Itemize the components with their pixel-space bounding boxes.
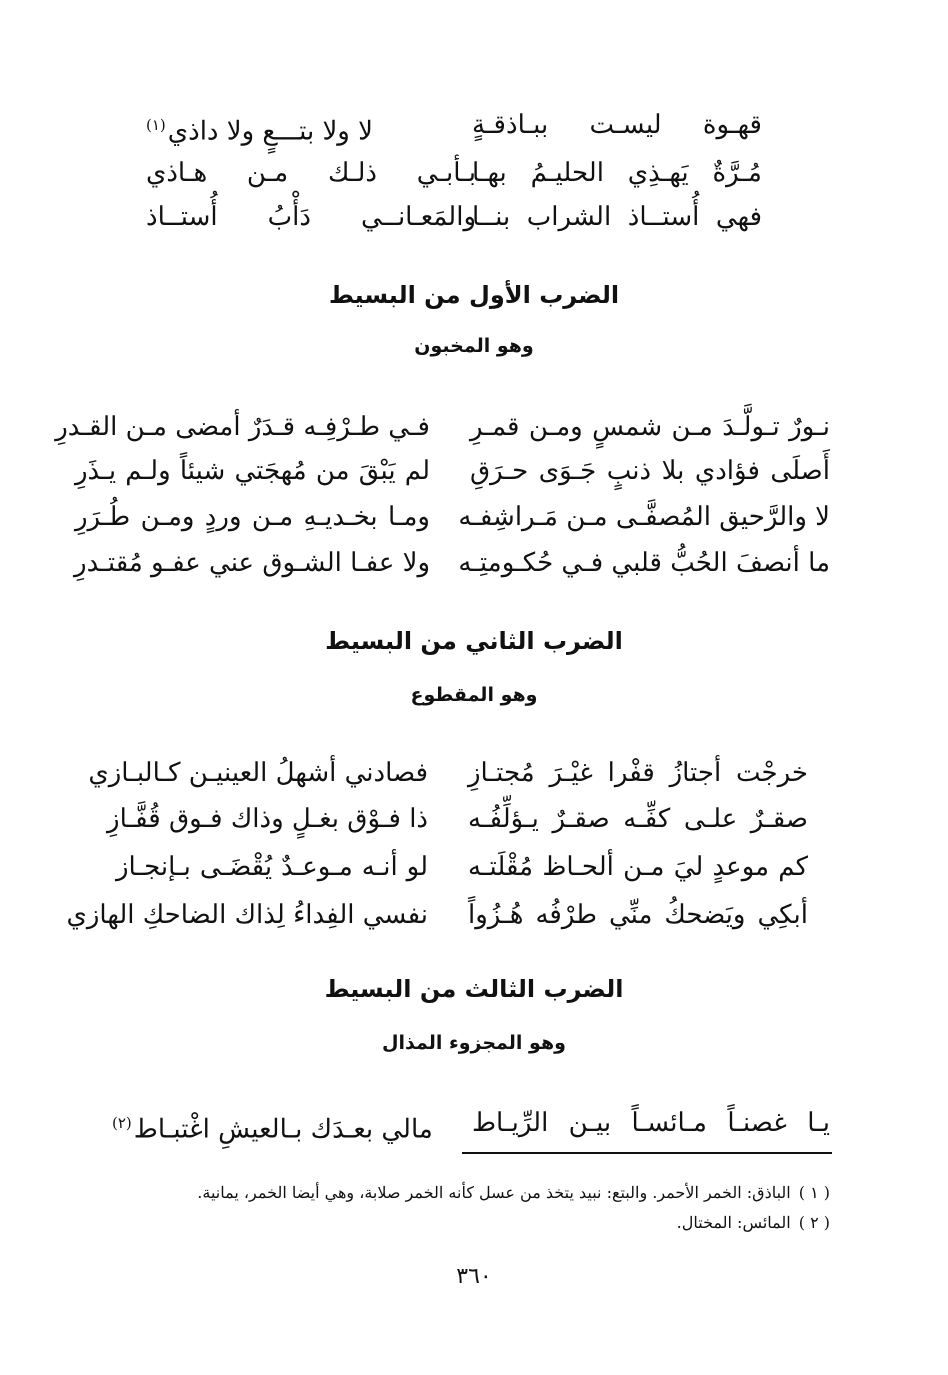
- verse-line: [0, 404, 948, 450]
- verse-line: [0, 750, 948, 796]
- section-title: الضرب الأول من البسيط: [328, 281, 620, 309]
- verse-line: [0, 540, 948, 586]
- section-subtitle: وهو المخبون: [414, 335, 534, 357]
- section-subtitle: وهو المقطوع: [410, 684, 538, 706]
- section-title: الضرب الثاني من البسيط: [325, 627, 623, 655]
- section-title: الضرب الثالث من البسيط: [324, 975, 624, 1003]
- footnotes: [120, 1178, 830, 1238]
- verse-first-hemistich: صقـرٌ علـى كفِّـه صقـرٌ يـؤلِّفُـه: [468, 804, 808, 834]
- verse-second-text: مالي بعـدَك بـالعيشِ اغْتبـاط: [133, 1114, 433, 1145]
- verse-first-hemistich: أبكِي ويَضحكُ منِّي طرْفُه هُـزُواً: [468, 900, 808, 930]
- verse-second-hemistich: ولا عفـا الشـوق عني عفـو مُقتـدرِ: [74, 548, 430, 578]
- verse-first-hemistich: نـورٌ تـولَّـدَ مـن شمسٍ ومـن قمـرِ: [470, 412, 830, 442]
- footnote-text: المائس: المختال.: [676, 1213, 791, 1232]
- footnote-divider: [462, 1152, 832, 1154]
- verse-second-hemistich: لم يَبْقَ من مُهجَتي شيئاً ولـم يـذَرِ: [75, 456, 430, 486]
- footnote-number: ( ٢ ): [798, 1213, 830, 1232]
- verse-first-hemistich: ما أنصفَ الحُبُّ قلبي فـي حُكـومتِـه: [458, 548, 830, 578]
- verse-second-hemistich: ومـا بخـديـهِ مـن وردٍ ومـن طُـرَرِ: [75, 502, 430, 532]
- section-subtitle: وهو المجزوء المذال: [382, 1032, 566, 1054]
- footnote-reference[interactable]: (٢): [112, 1114, 132, 1132]
- verse-first-hemistich: كم موعدٍ ليَ مـن ألحـاظ مُقْلَتـه: [468, 852, 808, 882]
- verse-first-hemistich: خرجْت أجتازُ قفْرا غيْـرَ مُجتـازِ: [468, 758, 808, 788]
- verse-second-text: لا ولا بتـــعٍ ولا داذي: [167, 116, 373, 147]
- page-number: ٣٦٠: [456, 1264, 492, 1289]
- verse-line: [0, 844, 948, 890]
- verse-second-hemistich: ذا فـوْق بغـلٍ وذاك فـوق قُفَّـازِ: [107, 804, 428, 834]
- footnote-reference[interactable]: (١): [146, 116, 166, 134]
- verse-second-hemistich: [112, 1100, 442, 1153]
- verse-first-hemistich: قهـوة ليسـت ببـاذقـةٍ: [472, 110, 762, 140]
- footnote: [120, 1178, 830, 1208]
- verse-second-hemistich: لو أنـه مـوعـدٌ يُقْضَـى بـإنجـاز: [116, 852, 428, 882]
- verse-second-hemistich: والمَعـانــي دَأْبُ أُستــاذ: [146, 202, 476, 232]
- verse-second-hemistich: [146, 102, 476, 155]
- verse-line: [0, 494, 948, 540]
- verse-second-hemistich: نفسي الفِداءُ لِذاك الضاحكِ الهازي: [66, 900, 428, 930]
- footnote-number: ( ١ ): [798, 1183, 830, 1202]
- verse-first-hemistich: مُـرَّةٌ يَهـذِي الحليـمُ بهـا: [472, 158, 762, 188]
- verse-second-hemistich: فـي طـرْفِـه قـدَرٌ أمضى مـن القـدرِ: [55, 412, 430, 442]
- footnote-text: الباذق: الخمر الأحمر. والبتع: نبيد يتخذ من عسل كأنه الخمر صلابة، وهي أيضا الخمر، يمانية.: [197, 1183, 791, 1202]
- verse-first-hemistich: يـا غصنـاً مـائسـاً بيـن الرِّيـاط: [472, 1108, 830, 1138]
- verse-first-hemistich: أَصلَى فؤادي بلا ذنبٍ جَـوَى حـرَقِ: [470, 456, 830, 486]
- verse-line: [0, 102, 948, 148]
- verse-second-hemistich: فصادني أشهلُ العينيـن كـالبـازي: [88, 758, 428, 788]
- verse-first-hemistich: فهي أُستــاذ الشراب بنــا: [472, 202, 762, 232]
- verse-line: [0, 194, 948, 240]
- verse-line: [0, 892, 948, 938]
- verse-line: [0, 448, 948, 494]
- footnote: [120, 1208, 830, 1238]
- verse-line: [0, 796, 948, 842]
- verse-second-hemistich: بـأبـي ذلـك مـن هـاذي: [146, 158, 476, 188]
- verse-first-hemistich: لا والرَّحيق المُصفَّـى مـن مَـراشِفـه: [458, 502, 830, 532]
- verse-line: [0, 150, 948, 196]
- verse-line: [0, 1100, 948, 1146]
